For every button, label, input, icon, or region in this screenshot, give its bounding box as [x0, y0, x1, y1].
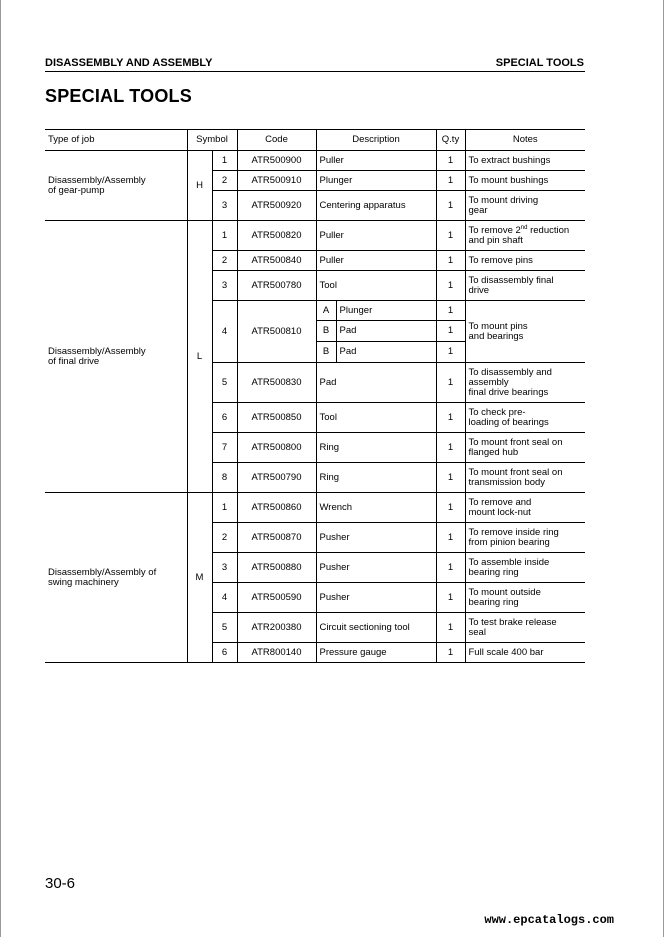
notes-cell: To disassembly final drive: [465, 271, 585, 301]
qty-cell: 1: [436, 221, 465, 251]
notes-cell: To remove and mount lock-nut: [465, 493, 585, 523]
notes-cell: To test brake release seal: [465, 613, 585, 643]
item-number: 6: [212, 643, 237, 663]
notes-cell: To disassembly and assembly final drive bearings: [465, 363, 585, 403]
header-rule: [45, 71, 585, 72]
description-cell: Pusher: [316, 583, 436, 613]
qty-cell: 1: [436, 171, 465, 191]
code-cell: ATR500850: [237, 403, 316, 433]
qty-cell: 1: [436, 493, 465, 523]
description-cell: Pad: [316, 363, 436, 403]
description-cell: Centering apparatus: [316, 191, 436, 221]
description-cell: Pressure gauge: [316, 643, 436, 663]
table-row: [45, 151, 585, 171]
item-number: 4: [212, 301, 237, 363]
page-border-left: [0, 0, 1, 937]
code-cell: ATR500800: [237, 433, 316, 463]
code-cell: ATR500880: [237, 553, 316, 583]
qty-cell: 1: [436, 463, 465, 493]
qty-cell: 1: [436, 251, 465, 271]
item-number: 1: [212, 493, 237, 523]
item-number: 1: [212, 151, 237, 171]
code-cell: ATR500900: [237, 151, 316, 171]
sub-item-letter: A: [316, 301, 336, 321]
code-cell: ATR500920: [237, 191, 316, 221]
code-cell: ATR800140: [237, 643, 316, 663]
qty-cell: 1: [436, 301, 465, 321]
qty-cell: 1: [436, 342, 465, 363]
item-number: 8: [212, 463, 237, 493]
col-header-symbol: Symbol: [187, 130, 237, 151]
qty-cell: 1: [436, 191, 465, 221]
qty-cell: 1: [436, 583, 465, 613]
notes-cell: To mount driving gear: [465, 191, 585, 221]
code-cell: ATR500830: [237, 363, 316, 403]
header-chapter-title: SPECIAL TOOLS: [495, 57, 584, 69]
code-cell: ATR200380: [237, 613, 316, 643]
symbol-cell: L: [187, 221, 212, 493]
website-watermark: www.epcatalogs.com: [484, 913, 614, 927]
notes-cell: To extract bushings: [465, 151, 585, 171]
notes-cell: To remove inside ring from pinion bearing: [465, 523, 585, 553]
code-cell: ATR500810: [237, 301, 316, 363]
page-number: 30-6: [45, 875, 76, 892]
item-number: 6: [212, 403, 237, 433]
special-tools-table: [45, 129, 585, 663]
qty-cell: 1: [436, 403, 465, 433]
qty-cell: 1: [436, 321, 465, 342]
description-cell: Wrench: [316, 493, 436, 523]
code-cell: ATR500860: [237, 493, 316, 523]
col-header-type-of-job: Type of job: [45, 130, 187, 151]
qty-cell: 1: [436, 151, 465, 171]
col-header-description: Description: [316, 130, 436, 151]
item-number: 2: [212, 251, 237, 271]
code-cell: ATR500780: [237, 271, 316, 301]
description-cell: Ring: [316, 463, 436, 493]
sub-item-letter: B: [316, 342, 336, 363]
job-cell: Disassembly/Assembly of gear-pump: [45, 151, 187, 221]
qty-cell: 1: [436, 271, 465, 301]
description-cell: Puller: [316, 151, 436, 171]
item-number: 3: [212, 271, 237, 301]
item-number: 5: [212, 613, 237, 643]
notes-cell: To mount front seal on transmission body: [465, 463, 585, 493]
table-row: [45, 493, 585, 523]
code-cell: ATR500790: [237, 463, 316, 493]
item-number: 3: [212, 553, 237, 583]
qty-cell: 1: [436, 523, 465, 553]
description-cell: Puller: [316, 221, 436, 251]
notes-text: To remove 2: [468, 224, 521, 236]
item-number: 2: [212, 523, 237, 553]
code-cell: ATR500870: [237, 523, 316, 553]
sub-item-description: Pad: [336, 321, 436, 342]
description-cell: Circuit sectioning tool: [316, 613, 436, 643]
notes-cell: Full scale 400 bar: [465, 643, 585, 663]
notes-cell: To check pre- loading of bearings: [465, 403, 585, 433]
notes-cell: To mount front seal on flanged hub: [465, 433, 585, 463]
item-number: 2: [212, 171, 237, 191]
sub-item-description: Pad: [336, 342, 436, 363]
item-number: 4: [212, 583, 237, 613]
description-cell: Pusher: [316, 553, 436, 583]
item-number: 3: [212, 191, 237, 221]
description-cell: Puller: [316, 251, 436, 271]
qty-cell: 1: [436, 643, 465, 663]
symbol-cell: H: [187, 151, 212, 221]
notes-cell: To mount pins and bearings: [465, 301, 585, 363]
description-cell: Plunger: [316, 171, 436, 191]
notes-cell: To assemble inside bearing ring: [465, 553, 585, 583]
col-header-qty: Q.ty: [436, 130, 465, 151]
notes-superscript: nd: [520, 224, 528, 231]
qty-cell: 1: [436, 363, 465, 403]
notes-cell: To remove pins: [465, 251, 585, 271]
job-cell: Disassembly/Assembly of final drive: [45, 221, 187, 493]
description-cell: Ring: [316, 433, 436, 463]
item-number: 1: [212, 221, 237, 251]
item-number: 7: [212, 433, 237, 463]
qty-cell: 1: [436, 433, 465, 463]
code-cell: ATR500590: [237, 583, 316, 613]
code-cell: ATR500840: [237, 251, 316, 271]
description-cell: Pusher: [316, 523, 436, 553]
item-number: 5: [212, 363, 237, 403]
sub-item-letter: B: [316, 321, 336, 342]
notes-cell: To mount bushings: [465, 171, 585, 191]
qty-cell: 1: [436, 613, 465, 643]
notes-text: reduction and pin shaft: [468, 224, 570, 246]
notes-cell: To mount outside bearing ring: [465, 583, 585, 613]
symbol-cell: M: [187, 493, 212, 663]
description-cell: Tool: [316, 403, 436, 433]
notes-cell: [465, 221, 585, 251]
table-row: [45, 221, 585, 251]
header-section-title: DISASSEMBLY AND ASSEMBLY: [45, 57, 213, 69]
job-cell: Disassembly/Assembly of swing machinery: [45, 493, 187, 663]
sub-item-description: Plunger: [336, 301, 436, 321]
col-header-notes: Notes: [465, 130, 585, 151]
code-cell: ATR500820: [237, 221, 316, 251]
page-title: SPECIAL TOOLS: [45, 86, 192, 106]
description-cell: Tool: [316, 271, 436, 301]
col-header-code: Code: [237, 130, 316, 151]
qty-cell: 1: [436, 553, 465, 583]
code-cell: ATR500910: [237, 171, 316, 191]
table-header-row: [45, 130, 585, 151]
